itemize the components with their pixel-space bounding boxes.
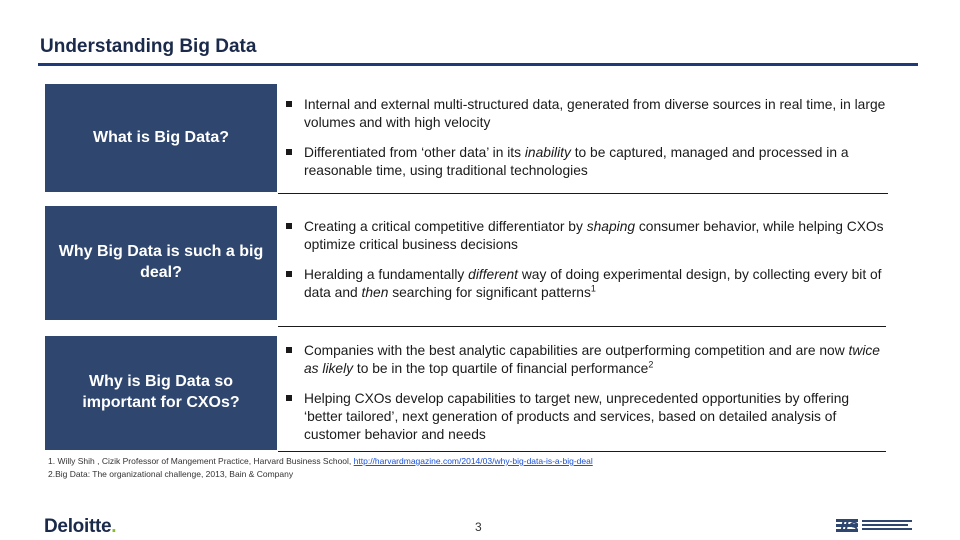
- footnote-1: [48, 455, 593, 468]
- footnote-1-link[interactable]: http://harvardmagazine.com/2014/03/why-big-data-is-a-big-deal: [353, 456, 593, 466]
- bullet-text: [304, 145, 849, 178]
- text-run: Helping CXOs develop capabilities to target new, unprecedented opportunities by offering ‘better tailored’, next generation of products and services, based on detailed analysis of customer behavior and needs: [304, 390, 850, 443]
- emphasis-text: inability: [524, 144, 571, 160]
- bullet-item: [286, 266, 886, 303]
- text-run: Creating a critical competitive differentiator by: [304, 219, 587, 234]
- bullet-item: [286, 218, 886, 255]
- text-run: Differentiated from ‘other data’ in its: [304, 144, 525, 160]
- deloitte-logo-dot: .: [111, 516, 117, 537]
- bullet-item: [286, 144, 886, 181]
- page-number: 3: [475, 520, 482, 534]
- iis-logo-icon: [836, 516, 916, 536]
- deloitte-logo-text: Deloitte: [44, 516, 112, 537]
- square-bullet-icon: [286, 149, 292, 155]
- section-divider: [278, 193, 888, 194]
- footnote-2: 2.Big Data: The organizational challenge, 2013, Bain & Company: [48, 468, 294, 479]
- section-bullets-what-is-big-data: [286, 96, 886, 191]
- text-run: searching for significant patterns: [388, 285, 591, 301]
- square-bullet-icon: [286, 347, 292, 353]
- footnote-ref: 1: [590, 283, 596, 294]
- text-run: Companies with the best analytic capabilities are outperforming competition and are now: [304, 343, 849, 358]
- footnote-ref: 2: [648, 359, 654, 370]
- text-run: way of doing experimental design, by collecting every bit of data and: [304, 266, 882, 301]
- section-bullets-why-important-cxos: [286, 342, 886, 456]
- text-run: to be in the top quartile of financial performance: [353, 361, 649, 377]
- text-run: Internal and external multi-structured data, generated from diverse sources in real time, in large volumes and with high velocity: [304, 97, 886, 131]
- deloitte-logo: [44, 516, 116, 538]
- footnotes: [48, 455, 593, 481]
- page-title: Understanding Big Data: [40, 36, 257, 57]
- bullet-text: [304, 267, 882, 300]
- section-heading-why-big-deal: Why Big Data is such a big deal?: [45, 206, 277, 320]
- section-divider: [278, 451, 886, 452]
- section-bullets-why-big-deal: [286, 218, 886, 313]
- bullet-item: [286, 390, 886, 445]
- emphasis-text: shaping: [586, 219, 636, 234]
- footnote-1-text: 1. Willy Shih , Cizik Professor of Mangement Practice, Harvard Business School,: [48, 456, 354, 466]
- section-divider: [278, 326, 886, 327]
- svg-text:IIS: IIS: [840, 519, 859, 536]
- title-divider: [38, 63, 918, 66]
- text-run: Heralding a fundamentally: [304, 266, 469, 282]
- text-run: consumer behavior, while helping CXOs optimize critical business decisions: [304, 219, 884, 253]
- bullet-text: [304, 97, 885, 130]
- square-bullet-icon: [286, 271, 292, 277]
- bullet-text: [304, 343, 880, 376]
- emphasis-text: then: [361, 285, 389, 301]
- square-bullet-icon: [286, 395, 292, 401]
- bullet-text: [304, 219, 884, 252]
- section-heading-what-is-big-data: What is Big Data?: [45, 84, 277, 192]
- emphasis-text: twice as likely: [304, 343, 880, 377]
- text-run: to be captured, managed and processed in a reasonable time, using traditional technologies: [304, 144, 849, 179]
- bullet-text: [304, 391, 849, 443]
- square-bullet-icon: [286, 223, 292, 229]
- bullet-item: [286, 96, 886, 133]
- emphasis-text: different: [468, 266, 518, 282]
- square-bullet-icon: [286, 101, 292, 107]
- bullet-item: [286, 342, 886, 379]
- section-heading-why-important-cxos: Why is Big Data so important for CXOs?: [45, 336, 277, 450]
